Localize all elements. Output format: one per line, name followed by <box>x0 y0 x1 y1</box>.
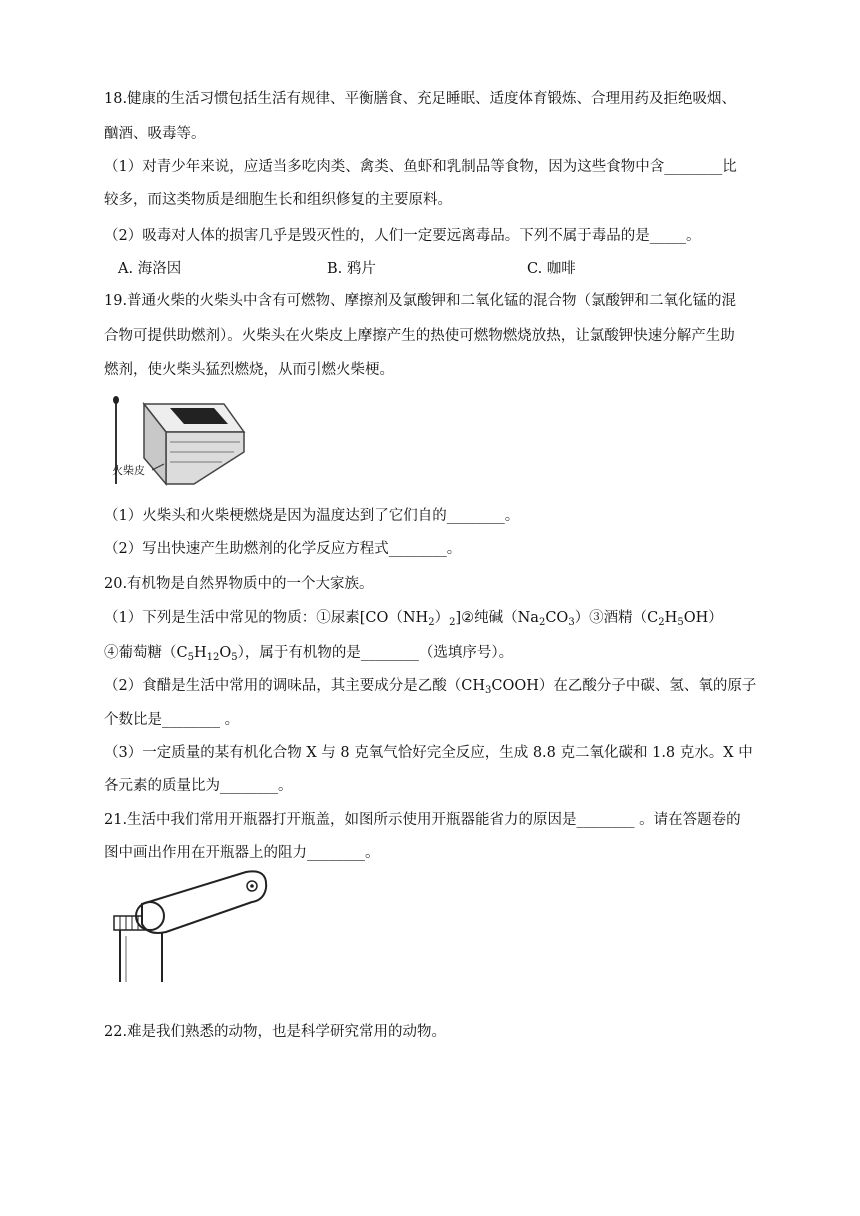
q20-part3-line1: （3）一定质量的某有机化合物 X 与 8 克氧气恰好完全反应，生成 8.8 克二氧化碳和 1.8 克水。X 中 <box>104 745 753 761</box>
q18-part1-line1: （1）对青少年来说，应适当多吃肉类、禽类、鱼虾和乳制品等食物，因为这些食物中含________比 <box>104 159 737 175</box>
q21-stem-line2: 图中画出作用在开瓶器上的阻力________。 <box>104 845 380 861</box>
q22-stem: 22.难是我们熟悉的动物，也是科学研究常用的动物。 <box>104 1024 447 1040</box>
matchbox-figure <box>104 392 252 492</box>
q18-option-b: B. 鸦片 <box>327 261 376 277</box>
q18-part1-line2: 较多，而这类物质是细胞生长和组织修复的主要原料。 <box>104 192 452 208</box>
matchbox-label: 火柴皮 <box>112 465 145 477</box>
q20-stem: 20.有机物是自然界物质中的一个大家族。 <box>104 576 374 592</box>
q20-part2-line2: 个数比是________ 。 <box>104 712 240 728</box>
q19-stem-line2: 合物可提供助燃剂）。火柴头在火柴皮上摩擦产生的热使可燃物燃烧放热，让氯酸钾快速分解产生助 <box>104 328 735 344</box>
q19-stem-line1: 19.普通火柴的火柴头中含有可燃物、摩擦剂及氯酸钾和二氧化锰的混合物（氯酸钾和二氧化锰的混 <box>104 293 737 309</box>
q18-option-a: A. 海洛因 <box>118 261 182 277</box>
q21-stem-line1: 21.生活中我们常用开瓶器打开瓶盖，如图所示使用开瓶器能省力的原因是________ 。请在答题卷的 <box>104 812 741 828</box>
q18-part2: （2）吸毒对人体的损害几乎是毁灭性的，人们一定要远离毒品。下列不属于毒品的是_____。 <box>104 228 701 244</box>
q20-part3-line2: 各元素的质量比为________。 <box>104 778 293 794</box>
bottle-opener-figure <box>106 864 276 984</box>
q20-part2-line1: （2）食醋是生活中常用的调味品，其主要成分是乙酸$(CH_3COOH)$在乙酸分子中碳、氢、氧的原子 <box>104 678 757 696</box>
q19-stem-line3: 燃剂，使火柴头猛烈燃烧，从而引燃火柴梗。 <box>104 362 394 378</box>
q20-part1-line1: （1）下列是生活中常见的物质：①尿素$[CO(NH_2)_2]②$纯碱$(Na_2CO_3)③$酒精$(C_2H_5OH)$ <box>104 610 723 628</box>
q18-stem-line1: 18.健康的生活习惯包括生活有规律、平衡膳食、充足睡眠、适度体育锻炼、合理用药及拒绝吸烟、 <box>104 91 737 107</box>
q18-stem-line2: 酗酒、吸毒等。 <box>104 126 206 142</box>
q20-part1-line2: ④葡萄糖$(C_5H_{12}O_5)$，属于有机物的是________（选填序号）。 <box>104 645 514 663</box>
q19-part2: （2）写出快速产生助燃剂的化学反应方程式________。 <box>104 541 462 557</box>
q19-part1: （1）火柴头和火柴梗燃烧是因为温度达到了它们自的________。 <box>104 508 520 524</box>
q18-option-c: C. 咖啡 <box>527 261 576 277</box>
